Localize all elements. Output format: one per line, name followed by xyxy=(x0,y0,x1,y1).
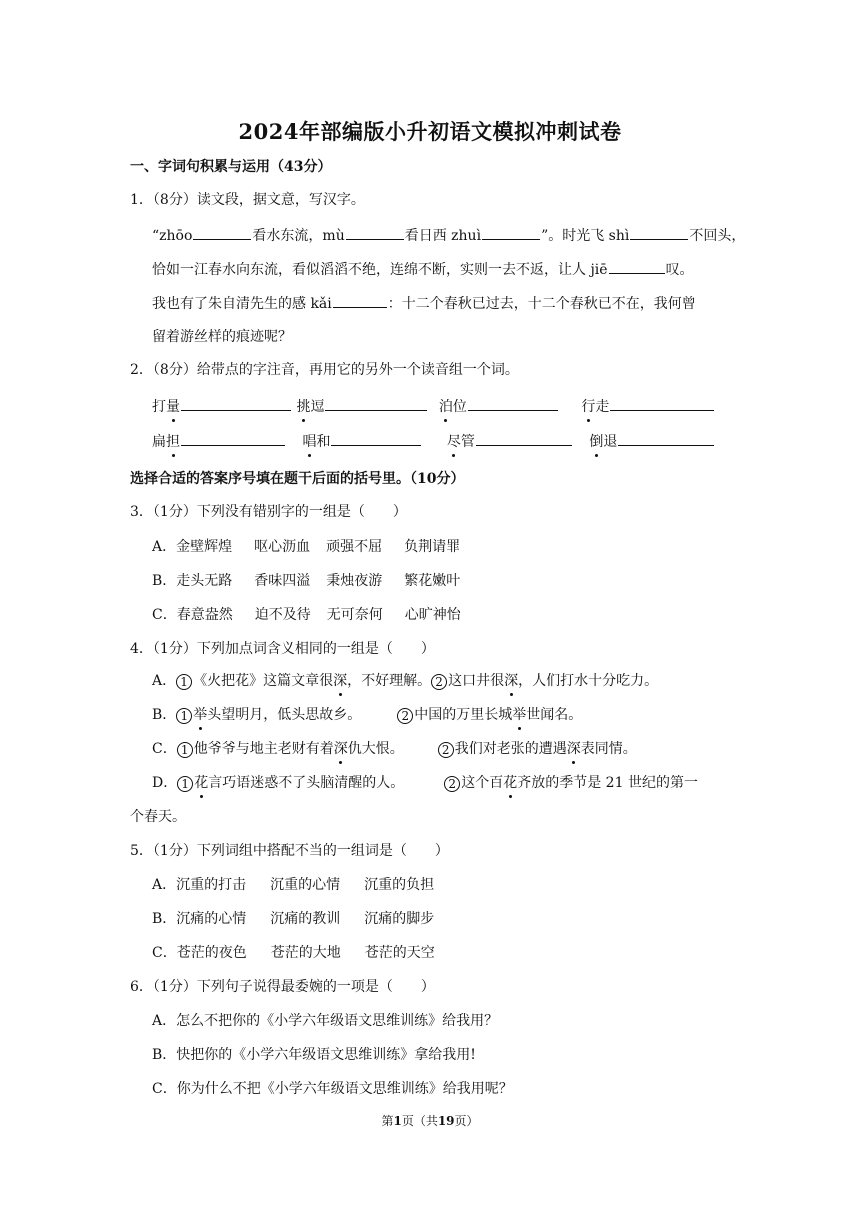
circled-number: 2 xyxy=(431,674,447,690)
option-text: 苍茫的天空 xyxy=(364,945,435,961)
text: 这口井很 xyxy=(448,673,505,689)
text: 看水东流，mù xyxy=(252,228,345,244)
page-footer xyxy=(0,1112,860,1129)
text: 中国的万里长城 xyxy=(414,707,513,723)
question-5-option-b xyxy=(152,909,434,929)
question-4-option-c xyxy=(152,739,637,759)
text: 世闻名。 xyxy=(526,707,583,723)
question-1-line-2 xyxy=(152,259,694,280)
answer-blank[interactable] xyxy=(331,431,421,446)
dotted-char: 举 xyxy=(512,707,527,723)
question-4-stem: 4．（1分）下列加点词含义相同的一组是（ ） xyxy=(130,641,435,657)
answer-blank[interactable] xyxy=(468,396,558,411)
text: 看日西 zhuì xyxy=(404,228,482,244)
dotted-char: 挑 xyxy=(296,399,311,415)
answer-blank[interactable] xyxy=(181,396,291,411)
question-5-option-c xyxy=(152,943,435,963)
exam-title: 2024年部编版小升初语文模拟冲刺试卷 xyxy=(238,119,622,144)
text: 齐放的季节是 21 世纪的第一 xyxy=(517,775,698,791)
option-letter: B． xyxy=(152,707,177,723)
answer-blank[interactable] xyxy=(325,396,427,411)
answer-blank[interactable] xyxy=(476,431,572,446)
circled-number: 1 xyxy=(177,742,193,758)
circled-number: 2 xyxy=(444,776,460,792)
answer-blank[interactable] xyxy=(193,225,251,240)
option-text: 无可奈何 xyxy=(326,607,383,623)
text: 恰如一江春水向东流，看似滔滔不绝，连绵不断，实则一去不返，让人 jiē xyxy=(152,262,608,278)
question-4-option-a xyxy=(152,671,658,691)
answer-blank[interactable] xyxy=(610,396,714,411)
section-heading-2: 选择合适的答案序号填在题干后面的括号里。（10分） xyxy=(130,471,465,487)
question-3-option-b xyxy=(152,571,460,591)
question-3-option-a xyxy=(152,537,460,557)
option-text: A．沉重的打击 xyxy=(152,877,247,893)
footer-text: 页） xyxy=(454,1114,479,1128)
option-text: 秉烛夜游 xyxy=(326,573,383,589)
answer-blank[interactable] xyxy=(630,225,688,240)
circled-number: 1 xyxy=(176,708,192,724)
question-4-option-b xyxy=(152,705,582,725)
text: 表同情。 xyxy=(580,741,637,757)
answer-blank[interactable] xyxy=(482,225,540,240)
text: 这个百 xyxy=(461,775,504,791)
word-text: 打 xyxy=(152,399,166,415)
word-text: 和 xyxy=(316,434,331,450)
option-text: 呕心沥血 xyxy=(254,539,311,555)
word-text: 位 xyxy=(452,399,467,415)
text: 我也有了朱自清先生的感 kǎi xyxy=(152,296,332,312)
footer-text: 第 xyxy=(381,1114,394,1128)
option-text: 繁花嫩叶 xyxy=(404,573,461,589)
option-letter: C． xyxy=(152,741,177,757)
option-letter: D． xyxy=(152,775,178,791)
text: ，不好理解。 xyxy=(347,673,432,689)
question-6-option-b: B．快把你的《小学六年级语文思维训练》拿给我用! xyxy=(152,1047,476,1063)
text: 叹。 xyxy=(665,262,694,278)
question-3-option-c xyxy=(152,605,461,625)
text: ，人们打水十分吃力。 xyxy=(518,673,659,689)
question-4-option-d-continued: 个春天。 xyxy=(130,809,186,825)
option-text: 沉痛的脚步 xyxy=(364,911,435,927)
dotted-char: 举 xyxy=(193,707,208,723)
option-text: 迫不及待 xyxy=(254,607,311,623)
footer-text: 页（共 xyxy=(401,1114,438,1128)
option-text: B．沉痛的心情 xyxy=(152,911,247,927)
dotted-char: 深 xyxy=(504,673,519,689)
answer-blank[interactable] xyxy=(618,431,714,446)
option-text: 苍茫的大地 xyxy=(270,945,341,961)
question-2-stem: 2．（8分）给带点的字注音，再用它的另外一个读音组一个词。 xyxy=(130,362,519,378)
word-text: 扁 xyxy=(152,434,166,450)
option-text: 沉重的负担 xyxy=(364,877,435,893)
dotted-char: 行 xyxy=(581,399,596,415)
option-text: 负荆请罪 xyxy=(404,539,461,555)
question-4-option-d xyxy=(152,773,698,793)
question-6-stem: 6．（1分）下列句子说得最委婉的一项是（ ） xyxy=(130,979,435,995)
dotted-char: 唱 xyxy=(302,434,317,450)
text: 他爷爷与地主老财有着 xyxy=(193,741,334,757)
text: “zhōo xyxy=(152,228,193,244)
question-1-line-1 xyxy=(152,225,745,246)
option-text: 沉痛的教训 xyxy=(270,911,341,927)
option-text: C．春意盎然 xyxy=(152,607,233,623)
question-5-stem: 5．（1分）下列词组中搭配不当的一组词是（ ） xyxy=(130,843,449,859)
text: 头望明月，低头思故乡。 xyxy=(207,707,362,723)
text: ”。时光飞 shì xyxy=(541,228,630,244)
text: 仇大恨。 xyxy=(347,741,404,757)
circled-number: 1 xyxy=(177,776,193,792)
text: 我们对老张的遭遇 xyxy=(454,741,567,757)
question-3-stem: 3．（1分）下列没有错别字的一组是（ ） xyxy=(130,504,407,520)
option-text: C．苍茫的夜色 xyxy=(152,945,247,961)
option-text: 香味四溢 xyxy=(254,573,311,589)
section-heading-1: 一、字词句积累与运用（43分） xyxy=(130,159,332,175)
option-text: B．走头无路 xyxy=(152,573,233,589)
circled-number: 1 xyxy=(176,674,192,690)
dotted-char: 深 xyxy=(333,673,348,689)
question-2-row-1 xyxy=(152,396,715,417)
dotted-char: 深 xyxy=(566,741,581,757)
option-text: 心旷神怡 xyxy=(404,607,461,623)
question-1-line-3 xyxy=(152,293,696,314)
dotted-char: 花 xyxy=(503,775,518,791)
dotted-char: 泊 xyxy=(438,399,453,415)
answer-blank[interactable] xyxy=(333,293,387,308)
circled-number: 2 xyxy=(397,708,413,724)
question-5-option-a xyxy=(152,875,434,895)
total-pages: 19 xyxy=(437,1114,455,1128)
answer-blank[interactable] xyxy=(181,431,285,446)
question-6-option-c: C．你为什么不把《小学六年级语文思维训练》给我用呢？ xyxy=(152,1081,513,1097)
option-letter: A． xyxy=(152,673,177,689)
word-text: 退 xyxy=(603,434,618,450)
text: 言巧语迷惑不了头脑清醒的人。 xyxy=(208,775,405,791)
text: 不回头， xyxy=(689,228,746,244)
option-text: A．金壁辉煌 xyxy=(152,539,233,555)
word-text: 走 xyxy=(595,399,610,415)
text: 《火把花》这篇文章很 xyxy=(193,673,334,689)
question-1-stem: 1．（8分）读文段，据文意，写汉字。 xyxy=(130,192,365,208)
option-text: 顽强不屈 xyxy=(326,539,383,555)
dotted-char: 深 xyxy=(333,741,348,757)
dotted-char: 担 xyxy=(166,434,180,450)
circled-number: 2 xyxy=(438,742,454,758)
dotted-char: 量 xyxy=(166,399,180,415)
text: ：十二个春秋已过去，十二个春秋已不在，我何曾 xyxy=(387,296,696,312)
question-6-option-a: A．怎么不把你的《小学六年级语文思维训练》给我用？ xyxy=(152,1013,499,1029)
dotted-char: 尽 xyxy=(446,434,461,450)
word-text: 管 xyxy=(460,434,475,450)
page-number: 1 xyxy=(393,1114,402,1128)
dotted-char: 倒 xyxy=(589,434,604,450)
question-1-line-4: 留着游丝样的痕迹呢？ xyxy=(152,329,292,345)
option-text: 沉重的心情 xyxy=(270,877,341,893)
answer-blank[interactable] xyxy=(609,259,665,274)
answer-blank[interactable] xyxy=(346,225,404,240)
dotted-char: 花 xyxy=(194,775,209,791)
word-text: 逗 xyxy=(310,399,325,415)
question-2-row-2 xyxy=(152,431,715,452)
